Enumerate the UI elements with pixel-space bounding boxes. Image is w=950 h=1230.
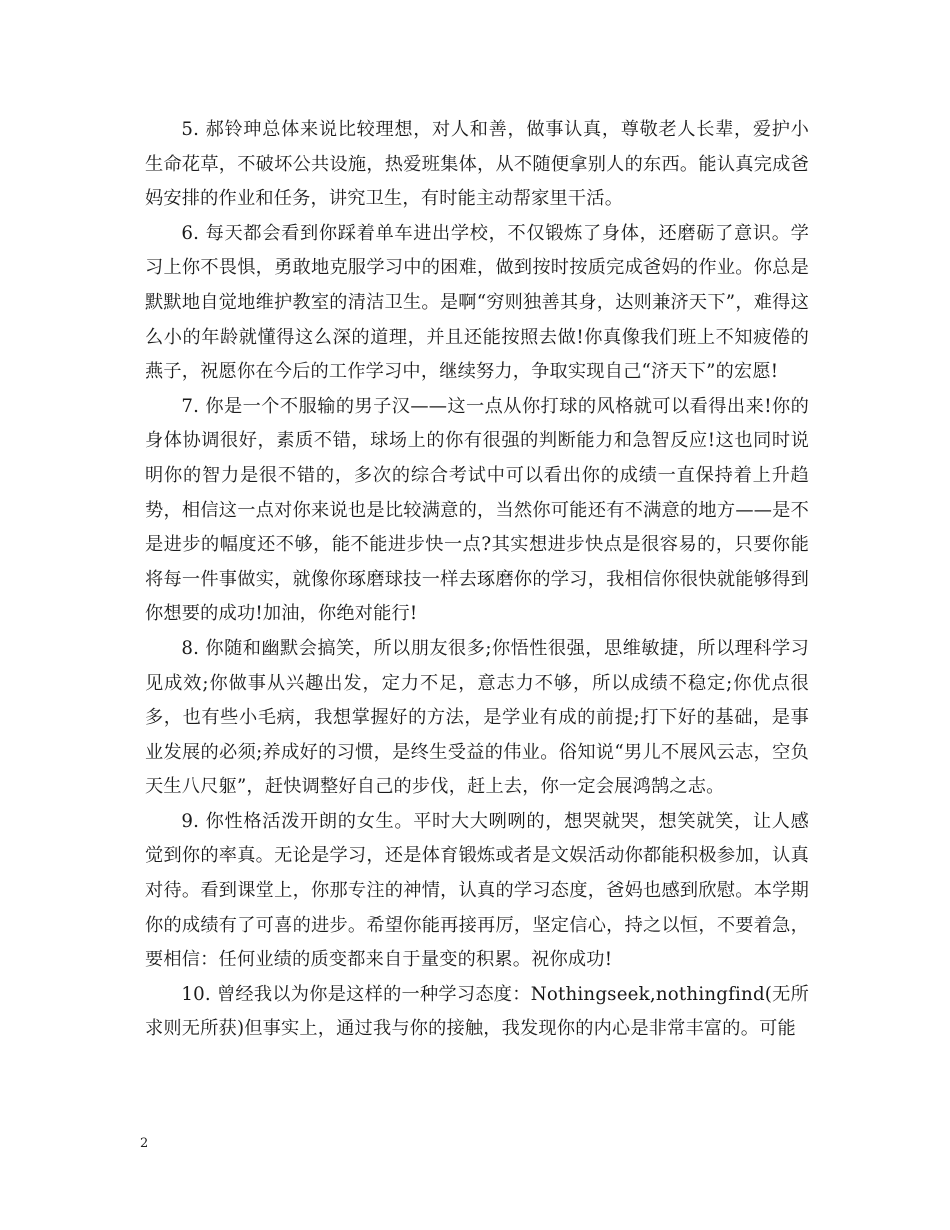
paragraph-8: 8. 你随和幽默会搞笑，所以朋友很多;你悟性很强，思维敏捷，所以理科学习见成效;你做事从兴趣出发，定力不足，意志力不够，所以成绩不稳定;你优点很多，也有些小毛病，我想掌握好的方法，是学业有成的前提;打下好的基础，是事业发展的必须;养成好的习惯，是终生受益的伟业。俗知说“男儿不展风云志，空负天生八尺躯”，赶快调整好自己的步伐，赶上去，你一定会展鸿鹄之志。 [145,637,809,798]
document-body [145,113,809,1047]
paragraph-5: 5. 郝铃珅总体来说比较理想，对人和善，做事认真，尊敬老人长辈，爱护小生命花草，不破坏公共设施，热爱班集体，从不随便拿别人的东西。能认真完成爸妈安排的作业和任务，讲究卫生，有时能主动帮家里干活。 [145,119,809,210]
paragraph-10: 10. 曾经我以为你是这样的一种学习态度：Nothingseek,nothingfind(无所求则无所获)但事实上，通过我与你的接触，我发现你的内心是非常丰富的。可能 [145,983,809,1040]
paragraph-7: 7. 你是一个不服输的男子汉——这一点从你打球的风格就可以看得出来!你的身体协调很好，素质不错，球场上的你有很强的判断能力和急智反应!这也同时说明你的智力是很不错的，多次的综合考试中可以看出你的成绩一直保持着上升趋势，相信这一点对你来说也是比较满意的，当然你可能还有不满意的地方——是不是进步的幅度还不够，能不能进步快一点?其实想进步快点是很容易的，只要你能将每一件事做实，就像你琢磨球技一样去琢磨你的学习，我相信你很快就能够得到你想要的成功!加油，你绝对能行! [145,395,809,625]
page-number: 2 [140,1136,149,1151]
paragraph-9: 9. 你性格活泼开朗的女生。平时大大咧咧的，想哭就哭，想笑就笑，让人感觉到你的率真。无论是学习，还是体育锻炼或者是文娱活动你都能积极参加，认真对待。看到课堂上，你那专注的神情，认真的学习态度，爸妈也感到欣慰。本学期你的成绩有了可喜的进步。希望你能再接再厉，坚定信心，持之以恒，不要着急，要相信：任何业绩的质变都来自于量变的积累。祝你成功! [145,810,809,971]
paragraph-6: 6. 每天都会看到你踩着单车进出学校，不仅锻炼了身体，还磨砺了意识。学习上你不畏惧，勇敢地克服学习中的困难，做到按时按质完成爸妈的作业。你总是默默地自觉地维护教室的清洁卫生。是啊“穷则独善其身，达则兼济天下”，难得这么小的年龄就懂得这么深的道理，并且还能按照去做!你真像我们班上不知疲倦的燕子，祝愿你在今后的工作学习中，继续努力，争取实现自己“济天下”的宏愿! [145,222,809,383]
